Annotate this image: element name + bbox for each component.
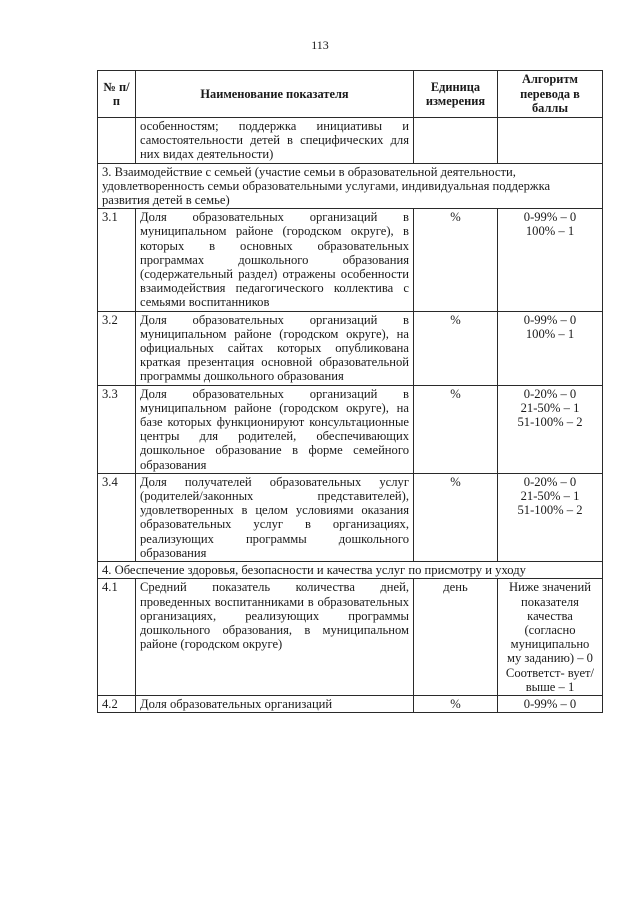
algo-line: 100% – 1 — [525, 326, 575, 341]
cell-num: 3.3 — [98, 385, 136, 473]
cell-unit — [414, 118, 498, 164]
section-row-3 — [98, 163, 603, 209]
header-num: № п/п — [98, 71, 136, 118]
cell-num: 3.4 — [98, 473, 136, 561]
cell-name: Доля образовательных организаций в муниципальном районе (городском округе), на базе которых функционируют консультационные центры для родителей, обеспечивающих дошкольное образование в форме семейного образования — [136, 385, 414, 473]
table-row-3-1 — [98, 209, 603, 311]
cell-algo: 0-99% – 0 — [498, 695, 603, 712]
cell-num: 4.2 — [98, 695, 136, 712]
algo-line: Соответст- вует/ выше – 1 — [505, 665, 595, 694]
section-title-4: 4. Обеспечение здоровья, безопасности и качества услуг по присмотру и уходу — [98, 562, 603, 579]
algo-line: 100% – 1 — [525, 224, 575, 239]
table-header-row — [98, 71, 603, 118]
cell-algo — [498, 385, 603, 473]
table-row-continuation — [98, 118, 603, 164]
table-row-3-4 — [98, 473, 603, 561]
cell-num — [98, 118, 136, 164]
header-unit: Единица измерения — [414, 71, 498, 118]
table-row-3-2 — [98, 311, 603, 385]
cell-algo — [498, 579, 603, 696]
cell-algo — [498, 209, 603, 311]
cell-name: Доля образовательных организаций в муниципальном районе (городском округе), на официальных сайтах которых опубликована краткая презентация основной образовательной программы дошкольного образования — [136, 311, 414, 385]
cell-name: Доля образовательных организаций — [136, 695, 414, 712]
algo-line: 51-100% – 2 — [517, 503, 583, 518]
cell-algo — [498, 311, 603, 385]
cell-num: 4.1 — [98, 579, 136, 696]
algo-line: 0-20% – 0 — [523, 386, 577, 401]
cell-num: 3.1 — [98, 209, 136, 311]
algo-line: 21-50% – 1 — [520, 400, 580, 415]
cell-unit: день — [414, 579, 498, 696]
cell-unit: % — [414, 385, 498, 473]
cell-unit: % — [414, 311, 498, 385]
cell-unit: % — [414, 473, 498, 561]
cell-unit: % — [414, 695, 498, 712]
algo-line: 51-100% – 2 — [517, 415, 583, 430]
cell-name: Доля образовательных организаций в муниципальном районе (городском округе), в которых в основных образовательных программах дошкольного образования (содержательный раздел) отражены особенности взаимодействия педагогического коллектива с семьями воспитанников — [136, 209, 414, 311]
algo-line: Ниже значений показателя качества (согласно муниципально му заданию) – 0 — [507, 580, 593, 666]
algo-line: 0-99% – 0 — [523, 312, 577, 327]
table-row-3-3 — [98, 385, 603, 473]
header-name: Наименование показателя — [136, 71, 414, 118]
algo-line: 21-50% – 1 — [520, 489, 580, 504]
cell-name: Доля получателей образовательных услуг (родителей/законных представителей), удовлетворенных в целом условиями оказания образовательных услуг в организациях, реализующих программы дошкольного образования — [136, 473, 414, 561]
header-algo: Алгоритм перевода в баллы — [498, 71, 603, 118]
algo-line: 0-99% – 0 — [523, 210, 577, 225]
section-title-3: 3. Взаимодействие с семьей (участие семьи в образовательной деятельности, удовлетворенность семьи образовательными услугами, индивидуальная поддержка развития детей в семье) — [98, 163, 603, 209]
table-row-4-2 — [98, 695, 603, 712]
table-row-4-1 — [98, 579, 603, 696]
cell-num: 3.2 — [98, 311, 136, 385]
cell-name: Средний показатель количества дней, проведенных воспитанниками в образовательных организациях, реализующих программы дошкольного образования, в муниципальном районе (городском округе) — [136, 579, 414, 696]
cell-name: особенностям; поддержка инициативы и самостоятельности детей в специфических для них видах деятельности) — [136, 118, 414, 164]
page-number: 113 — [311, 38, 329, 52]
cell-algo — [498, 118, 603, 164]
cell-algo — [498, 473, 603, 561]
cell-unit: % — [414, 209, 498, 311]
section-row-4 — [98, 562, 603, 579]
algo-line: 0-20% – 0 — [523, 474, 577, 489]
indicators-table — [97, 70, 603, 713]
